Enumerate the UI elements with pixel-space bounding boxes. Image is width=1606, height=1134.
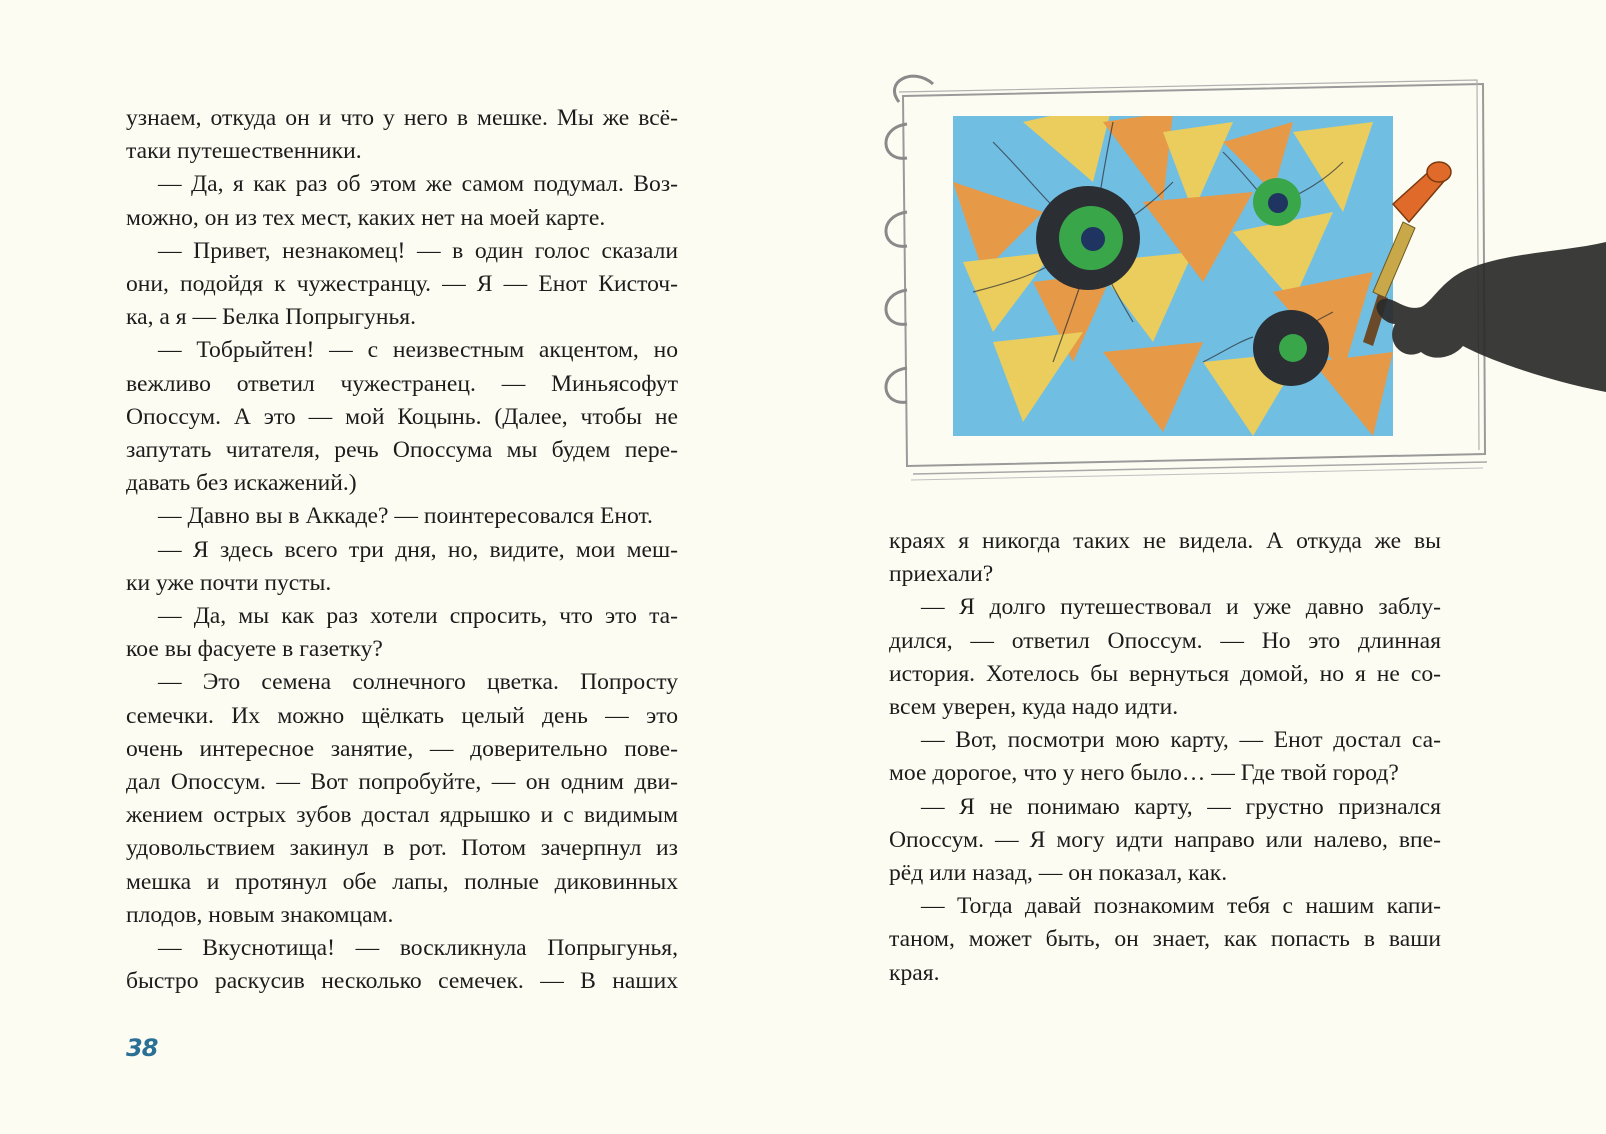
text-line: давать без искажений.) — [126, 470, 357, 497]
text-line: можно, он из тех мест, каких нет на моей карте. — [126, 204, 606, 231]
text-line: таки путешественники. — [126, 138, 362, 165]
text-line: всем уверен, куда надо идти. — [889, 694, 1179, 721]
sunflower-drawing — [953, 102, 1393, 436]
text-line: история. Хотелось бы вернуться домой, но я не со- — [889, 660, 1441, 687]
text-line: Опоссум. — Я могу идти направо или налево, впе- — [889, 826, 1441, 853]
text-line: вежливо ответил чужестранец. — Миньясофут — [126, 370, 678, 397]
text-line: — Это семена солнечного цветка. Попросту — [158, 669, 678, 696]
sketchbook-sunflowers-illustration — [873, 62, 1606, 492]
text-line: — Вкуснотища! — воскликнула Попрыгунья, — [158, 935, 678, 962]
text-line: мешка и протянул обе лапы, полные диковинных — [126, 868, 678, 895]
left-page-text — [126, 102, 678, 998]
text-line: — Я здесь всего три дня, но, видите, мои меш- — [158, 536, 678, 563]
text-line: — Давно вы в Аккаде? — поинтересовался Енот. — [158, 503, 653, 530]
text-line: краях я никогда таких не видела. А откуда же вы — [889, 528, 1441, 554]
text-line: дился, — ответил Опоссум. — Но это длинная — [889, 627, 1441, 654]
text-line: рёд или назад, — он показал, как. — [889, 860, 1228, 887]
text-line: — Тобрыйтен! — с неизвестным акцентом, но — [158, 337, 678, 364]
text-line: — Тогда давай познакомим тебя с нашим капи- — [921, 893, 1441, 920]
illustration-svg — [873, 62, 1606, 492]
text-line: — Да, мы как раз хотели спросить, что это та- — [158, 603, 678, 630]
text-line: Опоссум. А это — мой Коцынь. (Далее, чтобы не — [126, 403, 678, 430]
text-line: дал Опоссум. — Вот попробуйте, — он одним дви- — [126, 769, 678, 796]
text-line: таном, может быть, он знает, как попасть в ваши — [889, 926, 1441, 953]
text-line: — Я не понимаю карту, — грустно признался — [921, 793, 1441, 820]
text-line: запутать читателя, речь Опоссума мы будем пере- — [126, 437, 678, 464]
text-line: удовольствием закинул в рот. Потом зачерпнул из — [126, 835, 678, 862]
text-line: они, подойдя к чужестранцу. — Я — Енот Кисточ- — [126, 271, 678, 298]
flower-center-large — [1036, 186, 1140, 290]
text-line: края. — [889, 959, 940, 986]
text-line: приехали? — [889, 561, 994, 588]
text-line: быстро раскусив несколько семечек. — В наших — [126, 968, 678, 995]
text-line: кое вы фасуете в газетку? — [126, 636, 383, 663]
text-line: — Вот, посмотри мою карту, — Енот достал са- — [921, 727, 1441, 754]
text-line: жением острых зубов достал ядрышко и с видимым — [126, 802, 678, 829]
text-line: мое дорогое, что у него было… — Где твой город? — [889, 760, 1399, 787]
text-line: ки уже почти пусты. — [126, 569, 332, 596]
text-line: плодов, новым знакомцам. — [126, 901, 394, 928]
text-line: ка, а я — Белка Попрыгунья. — [126, 304, 416, 331]
text-line: — Да, я как раз об этом же самом подумал. Воз- — [158, 171, 678, 198]
right-page-text — [889, 525, 1441, 990]
flower-center-small-bottom — [1253, 310, 1329, 386]
right-page — [803, 0, 1606, 1134]
text-line: очень интересное занятие, — доверительно пове- — [126, 735, 678, 762]
text-line: — Привет, незнакомец! — в один голос сказали — [158, 237, 678, 264]
text-line: семечки. Их можно щёлкать целый день — это — [126, 702, 678, 729]
flower-center-small-top — [1253, 178, 1301, 226]
page-number: 38 — [126, 1034, 158, 1062]
text-line: — Я долго путешествовал и уже давно заблу- — [921, 594, 1441, 621]
text-line: узнаем, откуда он и что у него в мешке. Мы же всё- — [126, 105, 678, 131]
